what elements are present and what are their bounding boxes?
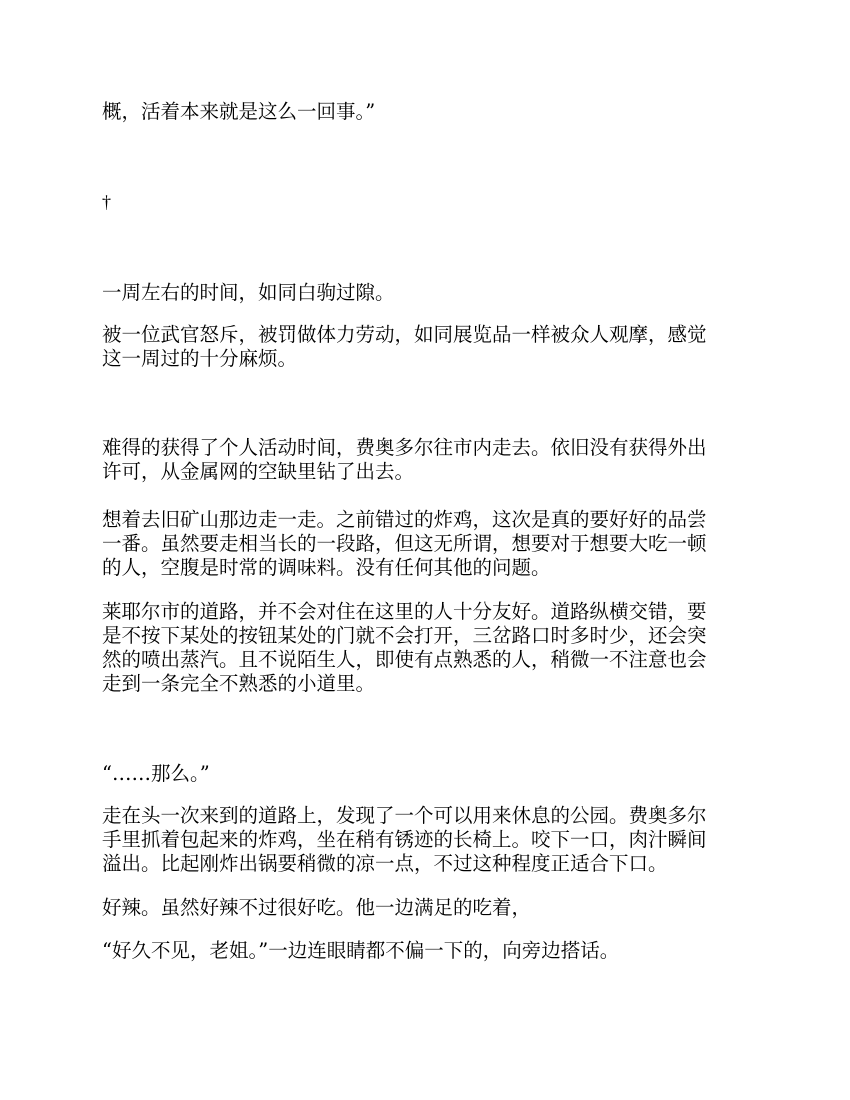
paragraph-7: “……那么。” xyxy=(102,762,210,785)
paragraph-6: 莱耶尔市的道路，并不会对住在这里的人十分友好。道路纵横交错，要 是不按下某处的按钮某处的门就不会打开，三岔路口时多时少，还会突 然的喷出蒸汽。且不说陌生人，即使有点熟悉的人，稍微一不注意也会 走到一条完全不熟悉的小道里。 xyxy=(102,600,707,695)
paragraph-2: 一周左右的时间，如同白驹过隙。 xyxy=(102,281,395,304)
paragraph-3: 被一位武官怒斥，被罚做体力劳动，如同展览品一样被众人观摩，感觉 这一周过的十分麻烦。 xyxy=(102,323,707,370)
paragraph-8: 走在头一次来到的道路上，发现了一个可以用来休息的公园。费奥多尔 手里抓着包起来的炸鸡，坐在稍有锈迹的长椅上。咬下一口，肉汁瞬间 溢出。比起刚炸出锅要稍微的凉一点，不过这种程度正适合下口。 xyxy=(102,804,707,875)
section-break-dagger: † xyxy=(102,192,111,212)
paragraph-1: 概，活着本来就是这么一回事。” xyxy=(102,100,376,123)
paragraph-9: 好辣。虽然好辣不过很好吃。他一边满足的吃着， xyxy=(102,896,532,919)
paragraph-10: “好久不见，老姐。”一边连眼睛都不偏一下的，向旁边搭话。 xyxy=(102,939,620,962)
paragraph-4: 难得的获得了个人活动时间，费奥多尔往市内走去。依旧没有获得外出 许可，从金属网的空缺里钻了出去。 xyxy=(102,436,707,483)
paragraph-5: 想着去旧矿山那边走一走。之前错过的炸鸡，这次是真的要好好的品尝 一番。虽然要走相当长的一段路，但这无所谓，想要对于想要大吃一顿 的人，空腹是时常的调味料。没有任何其他的问题。 xyxy=(102,508,707,579)
